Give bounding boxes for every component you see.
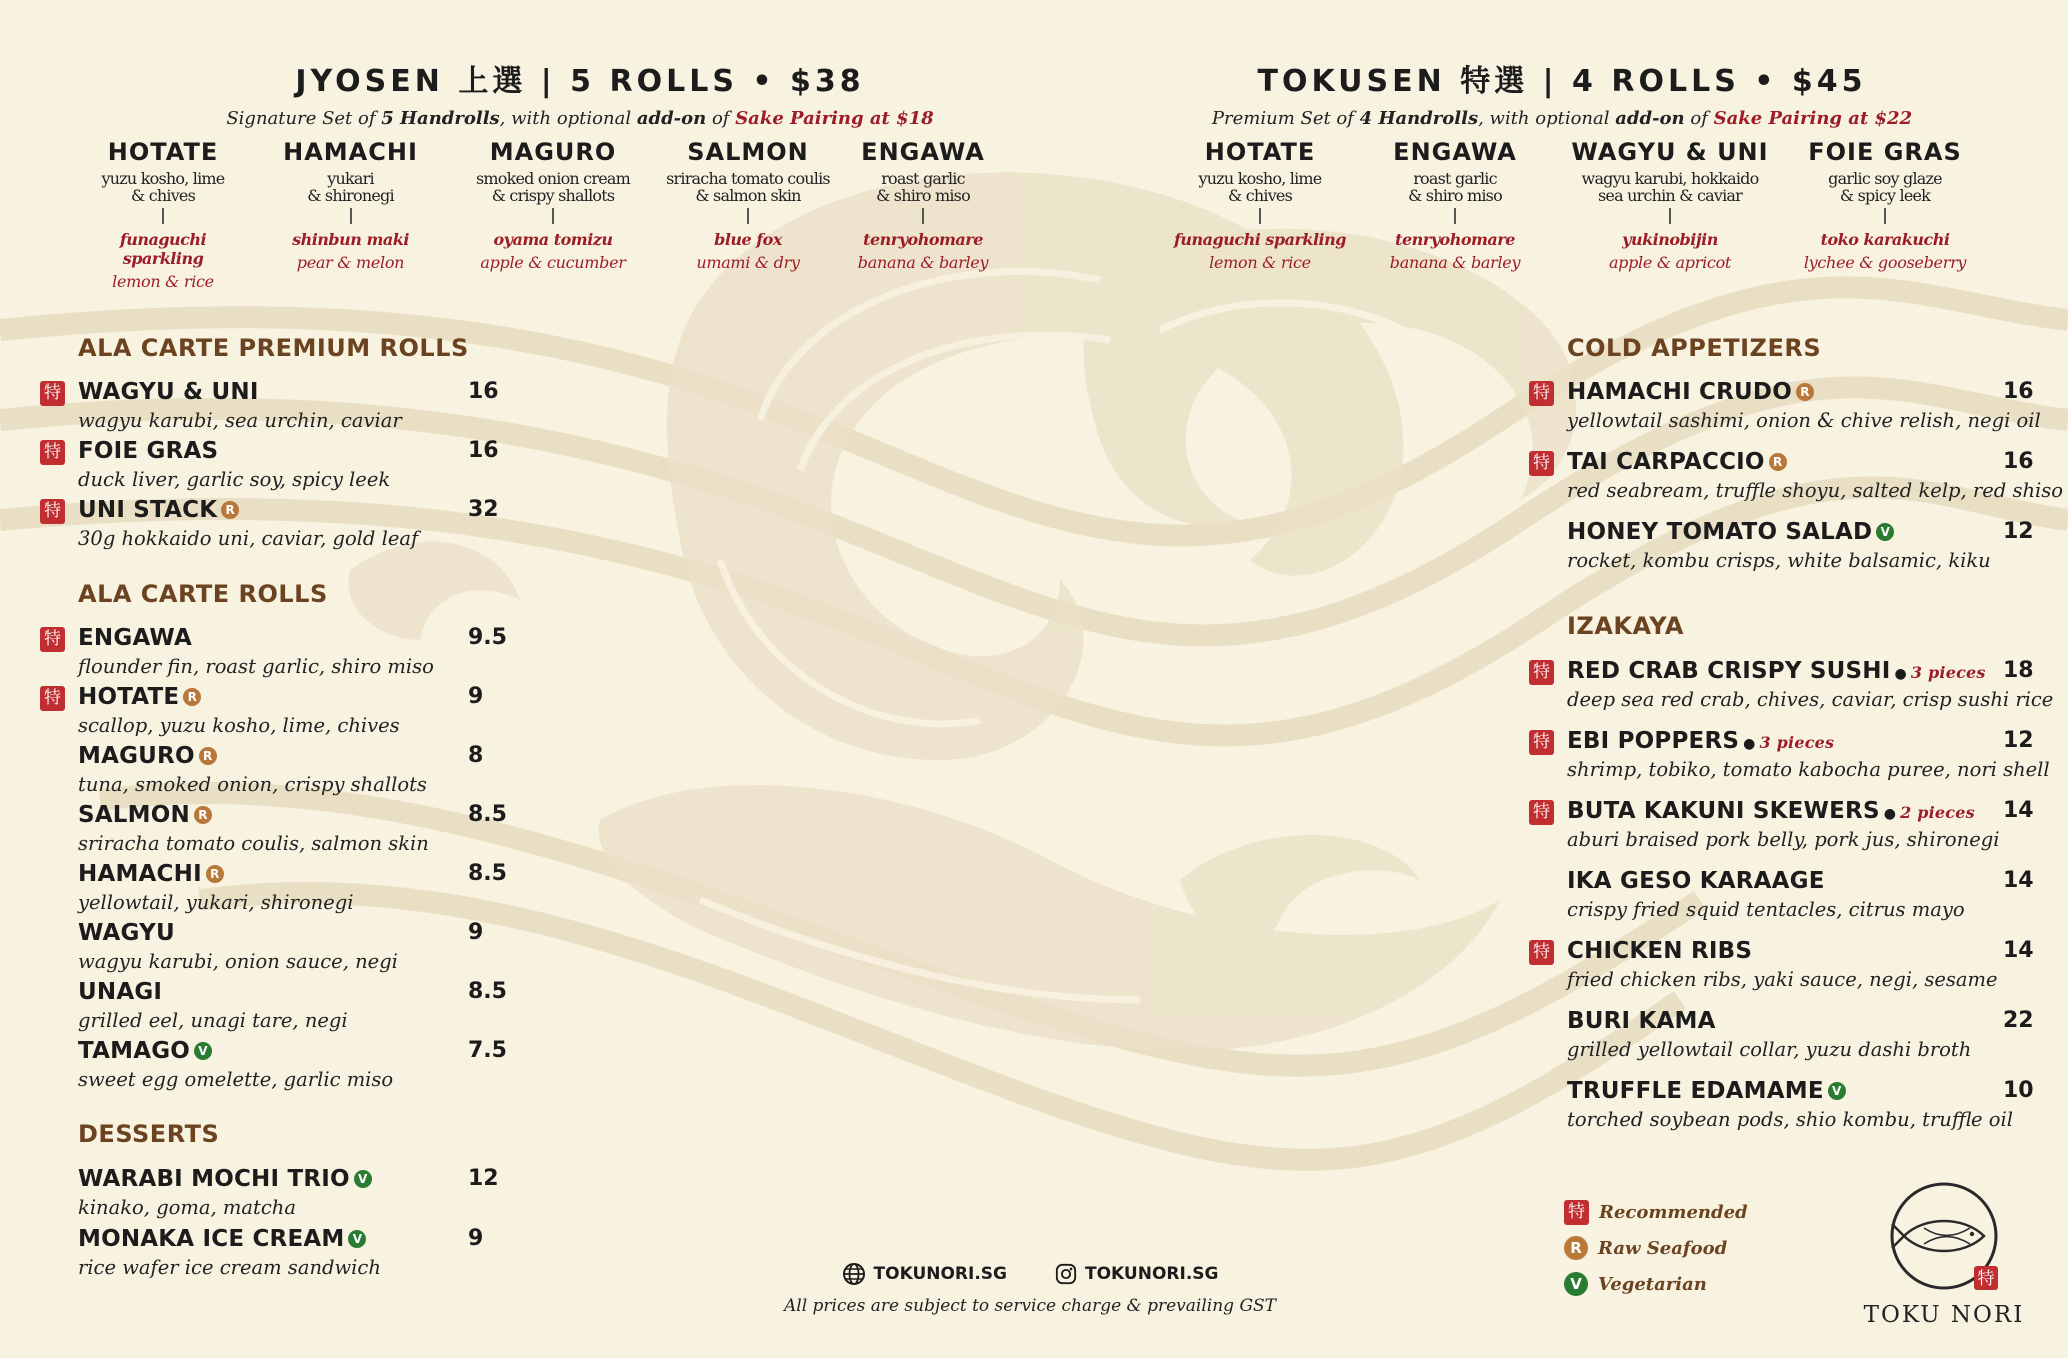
website-text: TOKUNORI.SG: [873, 1264, 1007, 1284]
section-heading-cold: COLD APPETIZERS: [1567, 334, 1822, 362]
roll-desc: roast garlic & shiro miso: [876, 169, 970, 205]
item-name: HAMACHI CRUDO R: [1567, 379, 2017, 405]
menu-item: [78, 625, 507, 678]
item-desc: red seabream, truffle shoyu, salted kelp, red shiso: [1567, 479, 2064, 502]
item-desc: sriracha tomato coulis, salmon skin: [78, 832, 429, 855]
roll-divider: [922, 208, 924, 224]
menu-item: [78, 684, 498, 737]
roll-name: ENGAWA: [861, 138, 985, 166]
menu-item: [78, 1038, 507, 1091]
legend-label: Vegetarian: [1598, 1273, 1707, 1295]
item-desc: kinako, goma, matcha: [78, 1196, 296, 1219]
item-desc: sweet egg omelette, garlic miso: [78, 1068, 394, 1091]
menu-item: [78, 802, 507, 855]
roll-name: ENGAWA: [1393, 138, 1517, 166]
roll-sake: tenryohomare: [1395, 230, 1515, 249]
item-desc: yellowtail sashimi, onion & chive relish, negi oil: [1567, 409, 2041, 432]
footer-links: [780, 1262, 1280, 1286]
section-heading-rolls: ALA CARTE ROLLS: [78, 580, 328, 608]
vegetarian-icon: V: [1876, 523, 1894, 541]
item-name: TAMAGO V: [78, 1038, 498, 1064]
item-desc: wagyu karubi, sea urchin, caviar: [78, 409, 402, 432]
item-desc: grilled yellowtail collar, yuzu dashi broth: [1567, 1038, 1972, 1061]
item-name: CHICKEN RIBS: [1567, 938, 1753, 964]
item-desc: 30g hokkaido uni, caviar, gold leaf: [78, 527, 419, 550]
item-price: 9: [468, 684, 484, 709]
item-price: 12: [2003, 519, 2034, 544]
footer: [780, 1262, 1280, 1316]
vegetarian-icon: V: [1828, 1082, 1846, 1100]
item-name: MONAKA ICE CREAM V: [78, 1226, 498, 1252]
raw-seafood-icon: R: [1564, 1236, 1588, 1260]
item-name: BUTA KAKUNI SKEWERS ● 2 pieces: [1567, 798, 1975, 824]
item-name: HONEY TOMATO SALAD V: [1567, 519, 2017, 545]
jyosen-roll: [88, 138, 238, 291]
roll-divider: [1884, 208, 1886, 224]
item-name: TRUFFLE EDAMAME V: [1567, 1078, 2017, 1104]
menu-item: [78, 861, 507, 914]
menu-item: [78, 743, 498, 796]
item-price: 14: [2003, 938, 2034, 963]
recommended-icon: 特: [1529, 730, 1554, 755]
item-desc: rice wafer ice cream sandwich: [78, 1256, 381, 1279]
vegetarian-icon: V: [348, 1230, 366, 1248]
recommended-icon: 特: [1564, 1200, 1589, 1225]
raw-seafood-icon: R: [194, 806, 212, 824]
vegetarian-icon: V: [194, 1042, 212, 1060]
toku-nori-logo: [1854, 1178, 2034, 1328]
item-name: WAGYU: [78, 920, 175, 946]
item-name: RED CRAB CRISPY SUSHI ● 3 pieces: [1567, 658, 1986, 684]
item-desc: shrimp, tobiko, tomato kabocha puree, nori shell: [1567, 758, 2050, 781]
fish-logo-icon: [1874, 1178, 2014, 1298]
menu-item: [1567, 658, 2054, 711]
item-price: 16: [2003, 449, 2034, 474]
roll-sake: oyama tomizu: [493, 230, 613, 249]
item-desc: scallop, yuzu kosho, lime, chives: [78, 714, 400, 737]
roll-divider: [1454, 208, 1456, 224]
item-price: 8: [468, 743, 484, 768]
roll-name: WAGYU & UNI: [1571, 138, 1769, 166]
legend-label: Recommended: [1599, 1201, 1748, 1223]
item-price: 9: [468, 920, 484, 945]
menu-item: [78, 1226, 498, 1279]
logo-seal: 特: [1977, 1269, 1995, 1289]
tokusen-title: TOKUSEN 特選 | 4 ROLLS • $45: [1257, 64, 1867, 99]
roll-notes: banana & barley: [1389, 253, 1521, 272]
raw-seafood-icon: R: [1769, 453, 1787, 471]
recommended-icon: 特: [1529, 451, 1554, 476]
item-name: HOTATE R: [78, 684, 498, 710]
jyosen-roll: [463, 138, 643, 291]
raw-seafood-icon: R: [206, 865, 224, 883]
item-price: 9.5: [468, 625, 507, 650]
item-name: SALMON R: [78, 802, 498, 828]
roll-sake: toko karakuchi: [1820, 230, 1950, 249]
item-price: 14: [2003, 868, 2034, 893]
recommended-icon: 特: [1529, 381, 1554, 406]
item-desc: aburi braised pork belly, pork jus, shironegi: [1567, 828, 2000, 851]
item-desc: yellowtail, yukari, shironegi: [78, 891, 354, 914]
roll-sake: yukinobijin: [1622, 230, 1718, 249]
roll-notes: banana & barley: [857, 253, 989, 272]
tokusen-subtitle: Premium Set of 4 Handrolls, with optional add-on of Sake Pairing at $22: [1211, 108, 1913, 129]
roll-sake: blue fox: [714, 230, 782, 249]
menu-item: [1567, 868, 2034, 921]
item-desc: fried chicken ribs, yaki sauce, negi, sesame: [1567, 968, 1998, 991]
brand-name: TOKU NORI: [1863, 1302, 2025, 1328]
roll-name: SALMON: [687, 138, 809, 166]
item-price: 16: [2003, 379, 2034, 404]
menu-item: [78, 1166, 498, 1219]
roll-desc: wagyu karubi, hokkaido sea urchin & caviar: [1581, 169, 1759, 205]
jyosen-roll: [853, 138, 993, 291]
section-heading-desserts: DESSERTS: [78, 1120, 220, 1148]
item-price: 32: [468, 497, 499, 522]
roll-name: HOTATE: [107, 138, 219, 166]
instagram-icon: [1055, 1263, 1077, 1285]
jyosen-title: JYOSEN 上選 | 5 ROLLS • $38: [295, 64, 865, 99]
item-desc: duck liver, garlic soy, spicy leek: [78, 468, 391, 491]
roll-desc: roast garlic & shiro miso: [1408, 169, 1502, 205]
item-desc: grilled eel, unagi tare, negi: [78, 1009, 348, 1032]
tokusen-roll: [1780, 138, 1990, 272]
menu-item: [78, 979, 507, 1032]
legend-recommended: [1564, 1194, 1748, 1230]
item-name: BURI KAMA: [1567, 1008, 1716, 1034]
item-desc: wagyu karubi, onion sauce, negi: [78, 950, 398, 973]
roll-name: MAGURO: [489, 138, 617, 166]
item-price: 8.5: [468, 979, 507, 1004]
item-name: IKA GESO KARAAGE: [1567, 868, 1825, 894]
item-desc: crispy fried squid tentacles, citrus mayo: [1567, 898, 1965, 921]
website-link[interactable]: [842, 1262, 1007, 1286]
menu-item: [78, 497, 498, 550]
section-heading-izakaya: IZAKAYA: [1567, 612, 1684, 640]
roll-sake: shinbun maki: [292, 230, 409, 249]
roll-notes: lychee & gooseberry: [1803, 253, 1967, 272]
roll-notes: apple & cucumber: [480, 253, 626, 272]
jyosen-roll: [238, 138, 463, 291]
item-desc: flounder fin, roast garlic, shiro miso: [78, 655, 434, 678]
raw-seafood-icon: R: [221, 501, 239, 519]
roll-divider: [552, 208, 554, 224]
instagram-text: TOKUNORI.SG: [1085, 1264, 1219, 1284]
roll-name: FOIE GRAS: [1808, 138, 1962, 166]
item-price: 22: [2003, 1008, 2034, 1033]
menu-item: [1567, 1008, 2034, 1061]
item-price: 7.5: [468, 1038, 507, 1063]
instagram-link[interactable]: [1055, 1263, 1218, 1285]
item-desc: torched soybean pods, shio kombu, truffle oil: [1567, 1108, 2013, 1131]
menu-item: [1567, 798, 2034, 851]
item-price: 18: [2003, 658, 2034, 683]
recommended-icon: 特: [1529, 940, 1554, 965]
globe-icon: [842, 1262, 866, 1286]
item-price: 9: [468, 1226, 484, 1251]
recommended-icon: 特: [40, 627, 65, 652]
item-price: 14: [2003, 798, 2034, 823]
item-price: 16: [468, 438, 499, 463]
menu-item: [78, 438, 498, 491]
jyosen-roll: [643, 138, 853, 291]
roll-desc: garlic soy glaze & spicy leek: [1828, 169, 1942, 205]
tokusen-roll: [1170, 138, 1350, 272]
item-name: UNI STACK R: [78, 497, 498, 523]
roll-notes: pear & melon: [296, 253, 405, 272]
menu-item: [1567, 938, 2034, 991]
menu-item: [1567, 379, 2041, 432]
service-charge-note: All prices are subject to service charge & prevailing GST: [783, 1296, 1277, 1316]
item-name: HAMACHI R: [78, 861, 498, 887]
roll-divider: [1669, 208, 1671, 224]
item-price: 8.5: [468, 802, 507, 827]
tokusen-roll: [1560, 138, 1780, 272]
roll-notes: lemon & rice: [112, 272, 214, 291]
roll-divider: [747, 208, 749, 224]
item-name: FOIE GRAS: [78, 438, 219, 464]
roll-desc: yuzu kosho, lime & chives: [101, 169, 225, 205]
roll-divider: [350, 208, 352, 224]
roll-desc: yuzu kosho, lime & chives: [1198, 169, 1322, 205]
roll-divider: [1259, 208, 1261, 224]
legend: [1564, 1194, 1748, 1302]
roll-notes: apple & apricot: [1608, 253, 1732, 272]
menu-item: [78, 920, 498, 973]
menu-item: [78, 379, 498, 432]
raw-seafood-icon: R: [183, 688, 201, 706]
roll-name: HAMACHI: [283, 138, 418, 166]
item-name: EBI POPPERS ● 3 pieces: [1567, 728, 1835, 754]
item-name: TAI CARPACCIO R: [1567, 449, 2017, 475]
recommended-icon: 特: [40, 686, 65, 711]
item-desc: deep sea red crab, chives, caviar, crisp sushi rice: [1567, 688, 2054, 711]
jyosen-rolls: [88, 138, 993, 291]
item-price: 12: [468, 1166, 499, 1191]
jyosen-set: [130, 56, 1030, 129]
item-price: 10: [2003, 1078, 2034, 1103]
roll-notes: umami & dry: [696, 253, 800, 272]
roll-notes: lemon & rice: [1209, 253, 1311, 272]
jyosen-subtitle: Signature Set of 5 Handrolls, with optional add-on of Sake Pairing at $18: [226, 108, 934, 129]
menu-item: [1567, 1078, 2034, 1131]
menu-item: [1567, 728, 2050, 781]
item-name: MAGURO R: [78, 743, 498, 769]
item-name: UNAGI: [78, 979, 163, 1005]
recommended-icon: 特: [40, 381, 65, 406]
item-desc: tuna, smoked onion, crispy shallots: [78, 773, 427, 796]
vegetarian-icon: V: [1564, 1272, 1588, 1296]
legend-label: Raw Seafood: [1598, 1237, 1728, 1259]
item-name: ENGAWA: [78, 625, 192, 651]
roll-sake: tenryohomare: [863, 230, 983, 249]
recommended-icon: 特: [40, 499, 65, 524]
tokusen-rolls: [1170, 138, 1990, 272]
roll-desc: smoked onion cream & crispy shallots: [476, 169, 630, 205]
tokusen-set: [1112, 56, 2012, 129]
item-name: WAGYU & UNI: [78, 379, 259, 405]
item-price: 8.5: [468, 861, 507, 886]
item-name: WARABI MOCHI TRIO V: [78, 1166, 498, 1192]
tokusen-roll: [1350, 138, 1560, 272]
item-price: 12: [2003, 728, 2034, 753]
section-heading-premium: ALA CARTE PREMIUM ROLLS: [78, 334, 469, 362]
roll-name: HOTATE: [1204, 138, 1316, 166]
roll-desc: yukari & shironegi: [307, 169, 394, 205]
recommended-icon: 特: [1529, 800, 1554, 825]
legend-vegetarian: [1564, 1266, 1748, 1302]
item-price: 16: [468, 379, 499, 404]
vegetarian-icon: V: [354, 1170, 372, 1188]
menu-item: [1567, 449, 2064, 502]
raw-seafood-icon: R: [1796, 383, 1814, 401]
menu-item: [1567, 519, 2034, 572]
item-desc: rocket, kombu crisps, white balsamic, kiku: [1567, 549, 1991, 572]
roll-sake: funaguchi sparkling: [1174, 230, 1346, 249]
raw-seafood-icon: R: [199, 747, 217, 765]
recommended-icon: 特: [40, 440, 65, 465]
recommended-icon: 特: [1529, 660, 1554, 685]
legend-raw: [1564, 1230, 1748, 1266]
roll-divider: [162, 208, 164, 224]
roll-desc: sriracha tomato coulis & salmon skin: [666, 169, 830, 205]
roll-sake: funaguchi sparkling: [119, 230, 207, 268]
